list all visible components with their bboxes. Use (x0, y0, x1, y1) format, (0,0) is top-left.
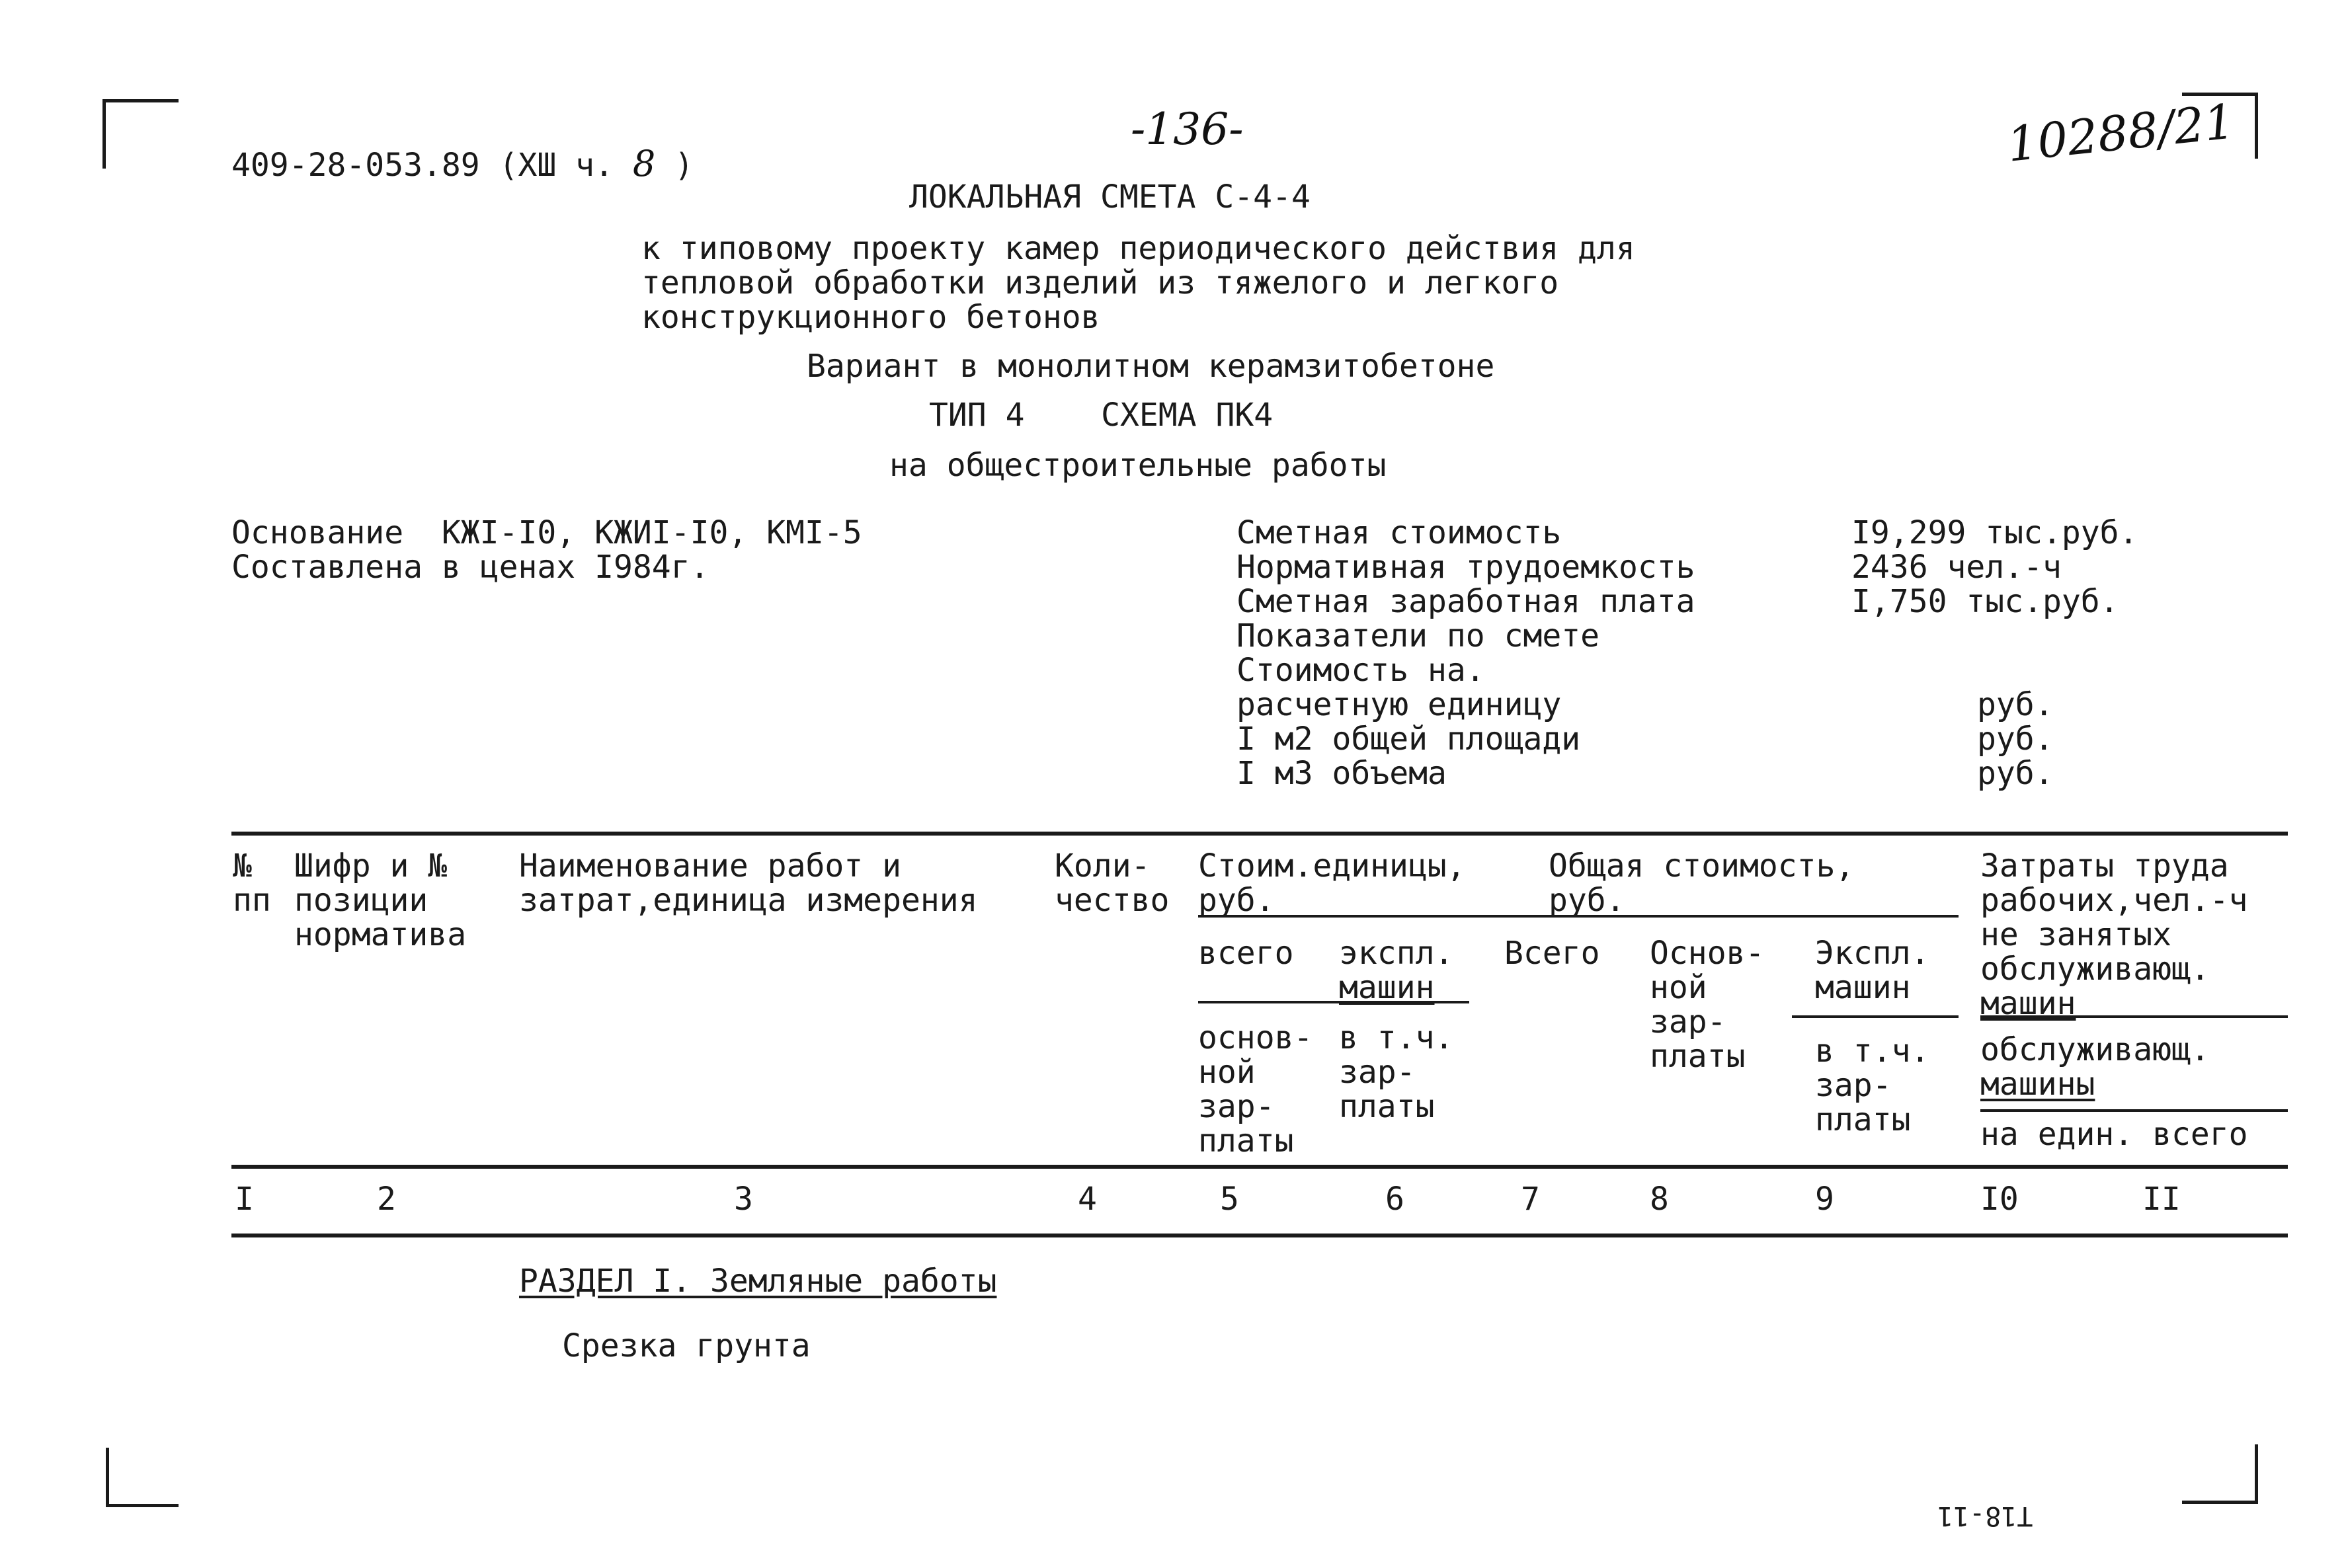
header-total-mach (1815, 936, 1929, 1005)
variant-line: Вариант в монолитном керамзитобетоне (807, 348, 1495, 385)
indicator-label: Показатели по смете (1236, 617, 1600, 654)
header-text: на един. всего (1980, 1116, 2248, 1153)
indicator-labels (1236, 516, 1695, 791)
table-top-rule (231, 832, 2288, 836)
header-text: Затраты труда (1980, 847, 2229, 884)
header-text: Экспл. (1815, 935, 1930, 972)
indicator-value: I,750 тыс.руб. (1851, 583, 2119, 620)
column-number: 7 (1521, 1181, 1540, 1218)
column-number: I0 (1980, 1181, 2019, 1218)
labor-rule-2 (1980, 1109, 2288, 1112)
indicator-values (1851, 516, 2138, 619)
indicator-label: расчетную единицу (1236, 686, 1562, 723)
column-numbers-bottom-rule (231, 1234, 2288, 1237)
section-subtitle: Срезка грунта (562, 1327, 811, 1364)
header-text: платы (1339, 1088, 1435, 1125)
header-text: позиции (294, 882, 428, 919)
header-labor-serving (1980, 1033, 2210, 1101)
indicator-unit: руб. (1977, 755, 2054, 792)
header-text: зар- (1650, 1003, 1726, 1040)
header-text: в т.ч. (1339, 1019, 1454, 1056)
subtitle-line: тепловой обработки изделий из тяжелого и легкого (641, 264, 1559, 301)
header-text: в т.ч. (1815, 1033, 1930, 1070)
header-text: всего (1198, 935, 1294, 972)
header-text: машин (1815, 969, 1911, 1006)
header-text: платы (1198, 1122, 1294, 1159)
header-text: затрат,единица измерения (519, 882, 978, 919)
column-number: 8 (1650, 1181, 1669, 1218)
header-total-cost (1549, 849, 1854, 918)
header-col-name (519, 849, 978, 918)
header-total-base-wage (1650, 936, 1764, 1074)
indicator-value: 2436 чел.-ч (1851, 549, 2062, 586)
header-col-code (294, 849, 466, 952)
type-scheme-line: ТИП 4 СХЕМА ПК4 (929, 397, 1274, 434)
column-number: 5 (1220, 1181, 1239, 1218)
column-number: 9 (1815, 1181, 1834, 1218)
header-text: ной (1198, 1054, 1256, 1091)
header-text: зар- (1815, 1067, 1892, 1104)
page-number: -136- (1131, 104, 1244, 155)
header-text: № (233, 847, 252, 884)
column-number: 4 (1078, 1181, 1097, 1218)
header-text: платы (1650, 1038, 1746, 1075)
archive-number-stamp: 10288/21 (2004, 93, 2238, 173)
header-text: экспл. (1339, 935, 1454, 972)
scope-line: на общестроительные работы (889, 447, 1387, 484)
header-text: Шифр и № (294, 847, 448, 884)
header-total-incl-wage (1815, 1034, 1929, 1137)
header-text: зар- (1198, 1088, 1275, 1125)
indicator-label: I м2 общей площади (1236, 721, 1581, 758)
corner-mark-top-left (102, 99, 179, 169)
header-text: норматива (294, 916, 467, 953)
indicator-value: I9,299 тыс.руб. (1851, 514, 2138, 551)
indicator-units (1977, 687, 2054, 791)
mirrored-sheet-code: T18-11 (1937, 1501, 2033, 1531)
indicator-unit: руб. (1977, 721, 2054, 758)
header-text: основ- (1198, 1019, 1313, 1056)
indicator-label: Сметная стоимость (1236, 514, 1562, 551)
subtitle-line: конструкционного бетонов (641, 299, 1100, 336)
header-text: Всего (1504, 935, 1600, 972)
header-total-all (1504, 936, 1600, 970)
header-text: обслуживающ. (1980, 951, 2210, 988)
header-text: зар- (1339, 1054, 1416, 1091)
header-text: не занятых (1980, 916, 2171, 953)
header-text: Основ- (1650, 935, 1765, 972)
basis-block (231, 516, 862, 584)
document-code (231, 143, 694, 184)
column-number: I (235, 1181, 254, 1218)
header-text: руб. (1549, 882, 1625, 919)
column-number: 3 (734, 1181, 753, 1218)
header-unit-total (1198, 936, 1294, 970)
corner-mark-bottom-left (106, 1448, 179, 1507)
subtitle-line: к типовому проекту камер периодического действия для (641, 230, 1635, 267)
indicator-label: Сметная заработная плата (1236, 583, 1695, 620)
header-text: машин (1339, 969, 1435, 1006)
column-number: 2 (377, 1181, 396, 1218)
header-text: Стоим.единицы, (1198, 847, 1466, 884)
header-text: чество (1055, 882, 1170, 919)
indicator-unit: руб. (1977, 686, 2054, 723)
document-code-main: 409-28-053.89 (ХШ ч. (231, 147, 614, 184)
estimate-subtitle (641, 231, 1635, 334)
indicator-label: Стоимость на. (1236, 652, 1485, 689)
column-number: 6 (1385, 1181, 1404, 1218)
document-part-handwritten: 8 (632, 143, 656, 184)
header-text: пп (233, 882, 271, 919)
header-unit-mach (1339, 936, 1453, 1005)
estimate-title: ЛОКАЛЬНАЯ СМЕТА С-4-4 (909, 178, 1311, 216)
header-col-quantity (1055, 849, 1169, 918)
header-text: руб. (1198, 882, 1275, 919)
indicator-label: I м3 объема (1236, 755, 1447, 792)
column-number: II (2142, 1181, 2181, 1218)
header-text: Коли- (1055, 847, 1151, 884)
indicator-label: Нормативная трудоемкость (1236, 549, 1695, 586)
corner-mark-bottom-right (2182, 1444, 2258, 1504)
header-text: Общая стоимость, (1549, 847, 1855, 884)
header-text: ной (1650, 969, 1707, 1006)
total-mach-rule (1792, 1015, 1959, 1018)
header-col-number (233, 849, 271, 918)
header-text: платы (1815, 1101, 1911, 1138)
header-unit-base-wage (1198, 1021, 1313, 1158)
header-unit-cost (1198, 849, 1466, 918)
header-labor (1980, 849, 2248, 1021)
header-unit-incl-wage (1339, 1021, 1453, 1124)
header-text: Наименование работ и (519, 847, 901, 884)
header-text: обслуживающ. (1980, 1031, 2210, 1068)
header-text: машин (1980, 985, 2076, 1022)
section-title: РАЗДЕЛ I. Земляные работы (519, 1263, 997, 1300)
basis-line: Основание КЖI-I0, КЖИI-I0, КМI-5 (231, 514, 862, 551)
header-text: машины (1980, 1066, 2095, 1103)
header-bottom-rule (231, 1165, 2288, 1169)
header-text: рабочих,чел.-ч (1980, 882, 2248, 919)
prices-line: Составлена в ценах I984г. (231, 549, 709, 586)
header-labor-per-unit (1980, 1117, 2248, 1152)
document-code-close: ) (674, 147, 694, 184)
